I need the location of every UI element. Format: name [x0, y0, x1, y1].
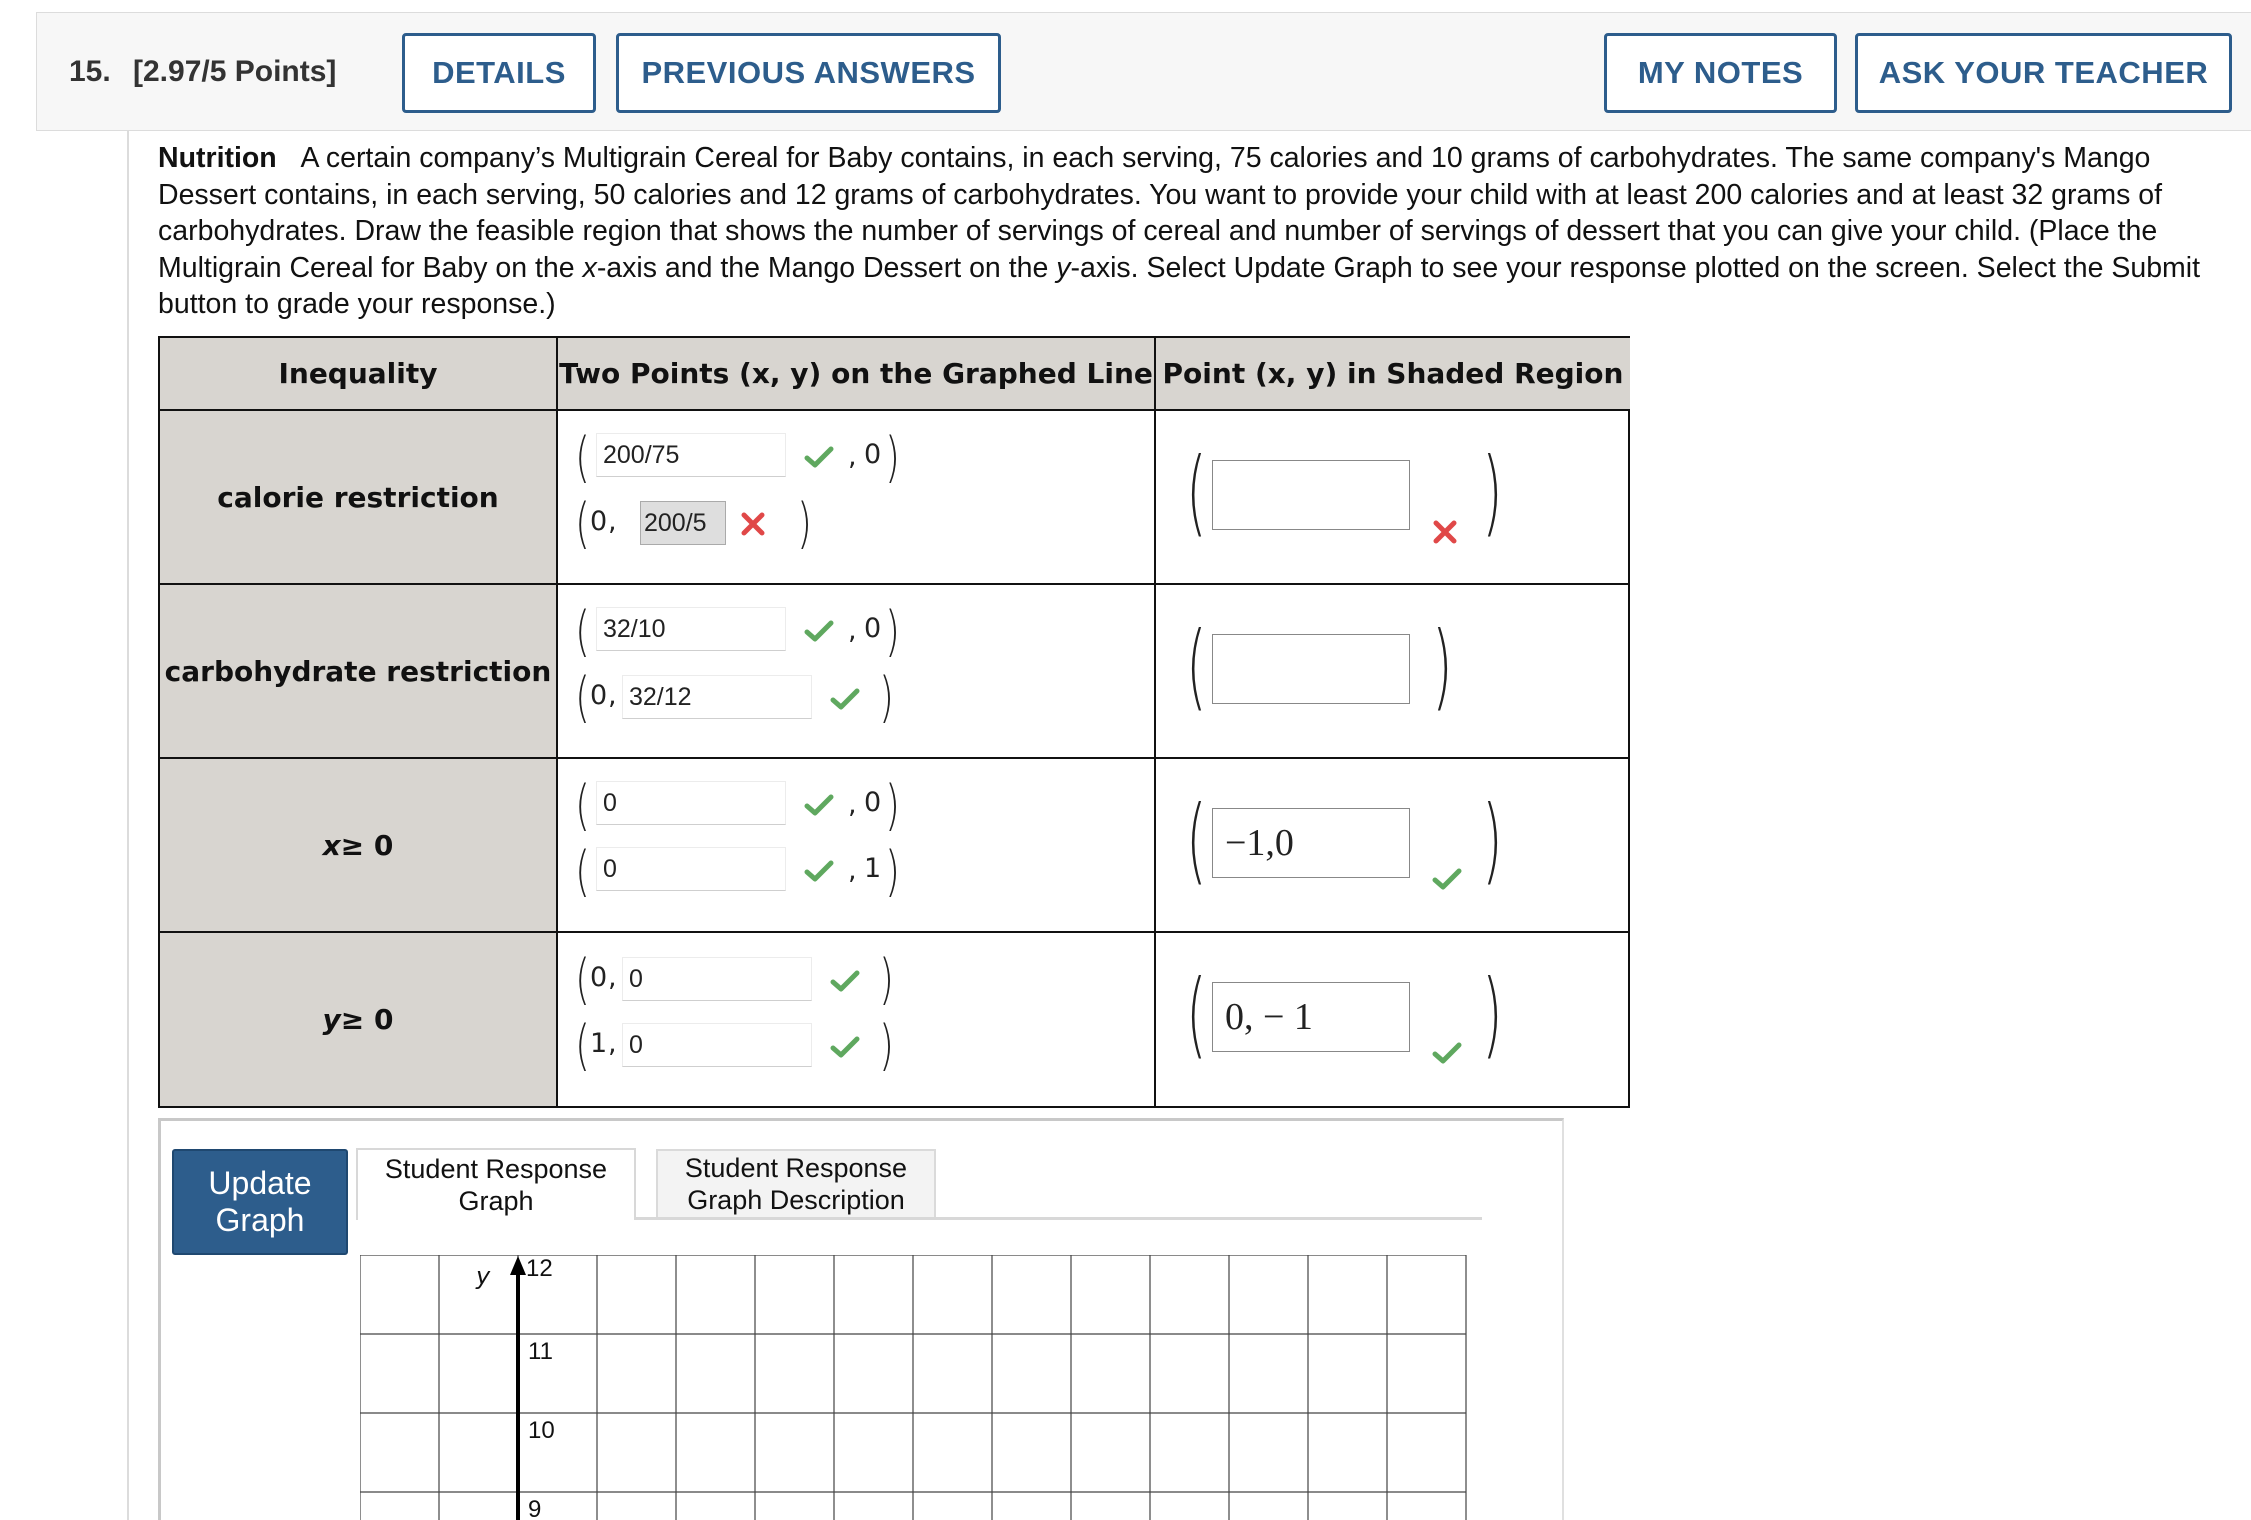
paren-left: ( [1186, 438, 1207, 547]
ynonneg-p1-comma: , [608, 962, 617, 993]
correct-check-icon [830, 1035, 860, 1059]
row-label-y-nonneg [160, 933, 558, 1106]
calorie-p1-x-input[interactable]: 200/75 [596, 433, 786, 477]
paren-right: ) [879, 1014, 894, 1077]
ynonneg-p2-comma: , [608, 1028, 617, 1059]
xnonneg-p1-comma: , [848, 789, 857, 820]
details-button[interactable]: DETAILS [402, 33, 596, 113]
shaded-point-carbohydrate [1156, 585, 1630, 759]
row-ineq-x: ≥ 0 [340, 828, 394, 862]
previous-answers-button[interactable]: PREVIOUS ANSWERS [616, 33, 1001, 113]
correct-check-icon [1432, 867, 1462, 891]
calorie-p2-x: 0 [590, 506, 608, 537]
y-tick-9: 9 [528, 1496, 542, 1520]
paren-left: ( [575, 840, 590, 903]
problem-statement [158, 140, 2218, 323]
row-var-x: x [322, 828, 341, 862]
question-points: [2.97/5 Points] [133, 55, 337, 88]
row-label-calorie: calorie restriction [160, 411, 558, 585]
paren-left: ( [575, 492, 590, 555]
shaded-point-x-nonneg [1156, 759, 1630, 933]
paren-right: ) [885, 840, 900, 903]
ynonneg-p2-y-input[interactable]: 0 [622, 1023, 812, 1067]
correct-check-icon [830, 969, 860, 993]
calorie-p1-comma: , [848, 441, 857, 472]
problem-text-1: A certain company’s Multigrain Cereal for Baby contains, in each serving, 75 calories and 10 grams of carbohydrates. The same company's Mango Dessert contains, in each serving, 50 calories and 12 grams of carbohydrates. You want to provide your child with at least 200 calories and at least 32 grams of carbohydrates. Draw the feasible region that shows the number of servings of cereal and number of servings of dessert that you can give your child. (Place the Multigrain Cereal for Baby on the [158, 142, 2163, 284]
paren-left: ( [1186, 612, 1207, 721]
problem-var-y: y [1056, 251, 1071, 284]
calorie-p1-y: 0 [864, 439, 882, 470]
ynonneg-shaded-input[interactable]: 0, − 1 [1212, 982, 1410, 1052]
two-points-x-nonneg [558, 759, 1156, 933]
update-graph-button[interactable]: Update Graph [172, 1149, 348, 1255]
xnonneg-p1-x-input[interactable]: 0 [596, 781, 786, 825]
two-points-carbohydrate [558, 585, 1156, 759]
question-number: 15. [69, 55, 111, 88]
y-axis-arrow-icon [510, 1256, 526, 1275]
paren-left: ( [575, 948, 590, 1011]
correct-check-icon [804, 445, 834, 469]
problem-title: Nutrition [158, 142, 277, 174]
response-graph[interactable] [360, 1255, 1470, 1520]
my-notes-button[interactable]: MY NOTES [1604, 33, 1837, 113]
carb-p1-x-input[interactable]: 32/10 [596, 607, 786, 651]
ynonneg-p1-x: 0 [590, 962, 608, 993]
correct-check-icon [804, 619, 834, 643]
carb-p2-comma: , [608, 680, 617, 711]
paren-right: ) [1482, 786, 1503, 895]
row-var-y: y [322, 1003, 341, 1036]
two-points-y-nonneg [558, 933, 1156, 1106]
calorie-p2-comma: , [608, 506, 617, 537]
question-header [36, 12, 2251, 131]
correct-check-icon [804, 793, 834, 817]
problem-var-x: x [582, 251, 597, 284]
ynonneg-p2-x: 1 [590, 1028, 608, 1059]
shaded-point-y-nonneg [1156, 933, 1630, 1106]
incorrect-x-icon [740, 511, 766, 537]
paren-left: ( [1186, 786, 1207, 895]
header-inequality: Inequality [160, 338, 558, 411]
correct-check-icon [830, 687, 860, 711]
calorie-shaded-input[interactable] [1212, 460, 1410, 530]
xnonneg-p1-y: 0 [864, 787, 882, 818]
paren-left: ( [575, 1014, 590, 1077]
calorie-p2-y-input[interactable]: 200/5 [640, 501, 726, 545]
problem-text-3: -axis. Select Update Graph to see your response plotted on the screen. Select the Submit button to grade your response.) [158, 251, 2201, 320]
paren-left: ( [575, 774, 590, 837]
row-label-carbohydrate: carbohydrate restriction [160, 585, 558, 759]
ynonneg-p1-y-input[interactable]: 0 [622, 957, 812, 1001]
y-tick-11: 11 [528, 1338, 553, 1365]
tab-student-response-description[interactable]: Student Response Graph Description [656, 1149, 936, 1217]
paren-right: ) [797, 492, 812, 555]
carb-p2-x: 0 [590, 680, 608, 711]
xnonneg-p2-comma: , [848, 855, 857, 886]
correct-check-icon [1432, 1041, 1462, 1065]
paren-right: ) [879, 948, 894, 1011]
carb-shaded-input[interactable] [1212, 634, 1410, 704]
problem-text-2: -axis and the Mango Dessert on the [596, 251, 1057, 284]
xnonneg-p2-y: 1 [864, 853, 882, 884]
inequality-table [158, 336, 1630, 1108]
tab-underline [636, 1217, 1482, 1220]
correct-check-icon [804, 859, 834, 883]
grid-lines [360, 1255, 1466, 1520]
y-axis-label: y [476, 1262, 491, 1290]
carb-p1-y: 0 [864, 613, 882, 644]
two-points-calorie [558, 411, 1156, 585]
paren-left: ( [1186, 960, 1207, 1069]
paren-right: ) [1482, 960, 1503, 1069]
paren-right: ) [879, 666, 894, 729]
ask-teacher-button[interactable]: ASK YOUR TEACHER [1855, 33, 2232, 113]
paren-left: ( [575, 666, 590, 729]
xnonneg-shaded-input[interactable]: −1,0 [1212, 808, 1410, 878]
y-tick-10: 10 [528, 1417, 555, 1444]
paren-right: ) [885, 600, 900, 663]
shaded-point-calorie [1156, 411, 1630, 585]
paren-right: ) [885, 774, 900, 837]
row-label-x-nonneg [160, 759, 558, 933]
carb-p2-y-input[interactable]: 32/12 [622, 675, 812, 719]
xnonneg-p2-x-input[interactable]: 0 [596, 847, 786, 891]
row-ineq-y: ≥ 0 [340, 1003, 394, 1036]
header-two-points: Two Points (x, y) on the Graphed Line [558, 338, 1156, 411]
carb-p1-comma: , [848, 615, 857, 646]
tab-student-response-graph[interactable]: Student Response Graph [356, 1148, 636, 1220]
incorrect-x-icon [1432, 519, 1458, 545]
paren-left: ( [575, 600, 590, 663]
paren-left: ( [575, 426, 590, 489]
y-tick-12: 12 [526, 1255, 553, 1282]
paren-right: ) [885, 426, 900, 489]
paren-right: ) [1482, 438, 1503, 547]
paren-right: ) [1432, 612, 1453, 721]
header-shaded-point: Point (x, y) in Shaded Region [1156, 338, 1630, 411]
